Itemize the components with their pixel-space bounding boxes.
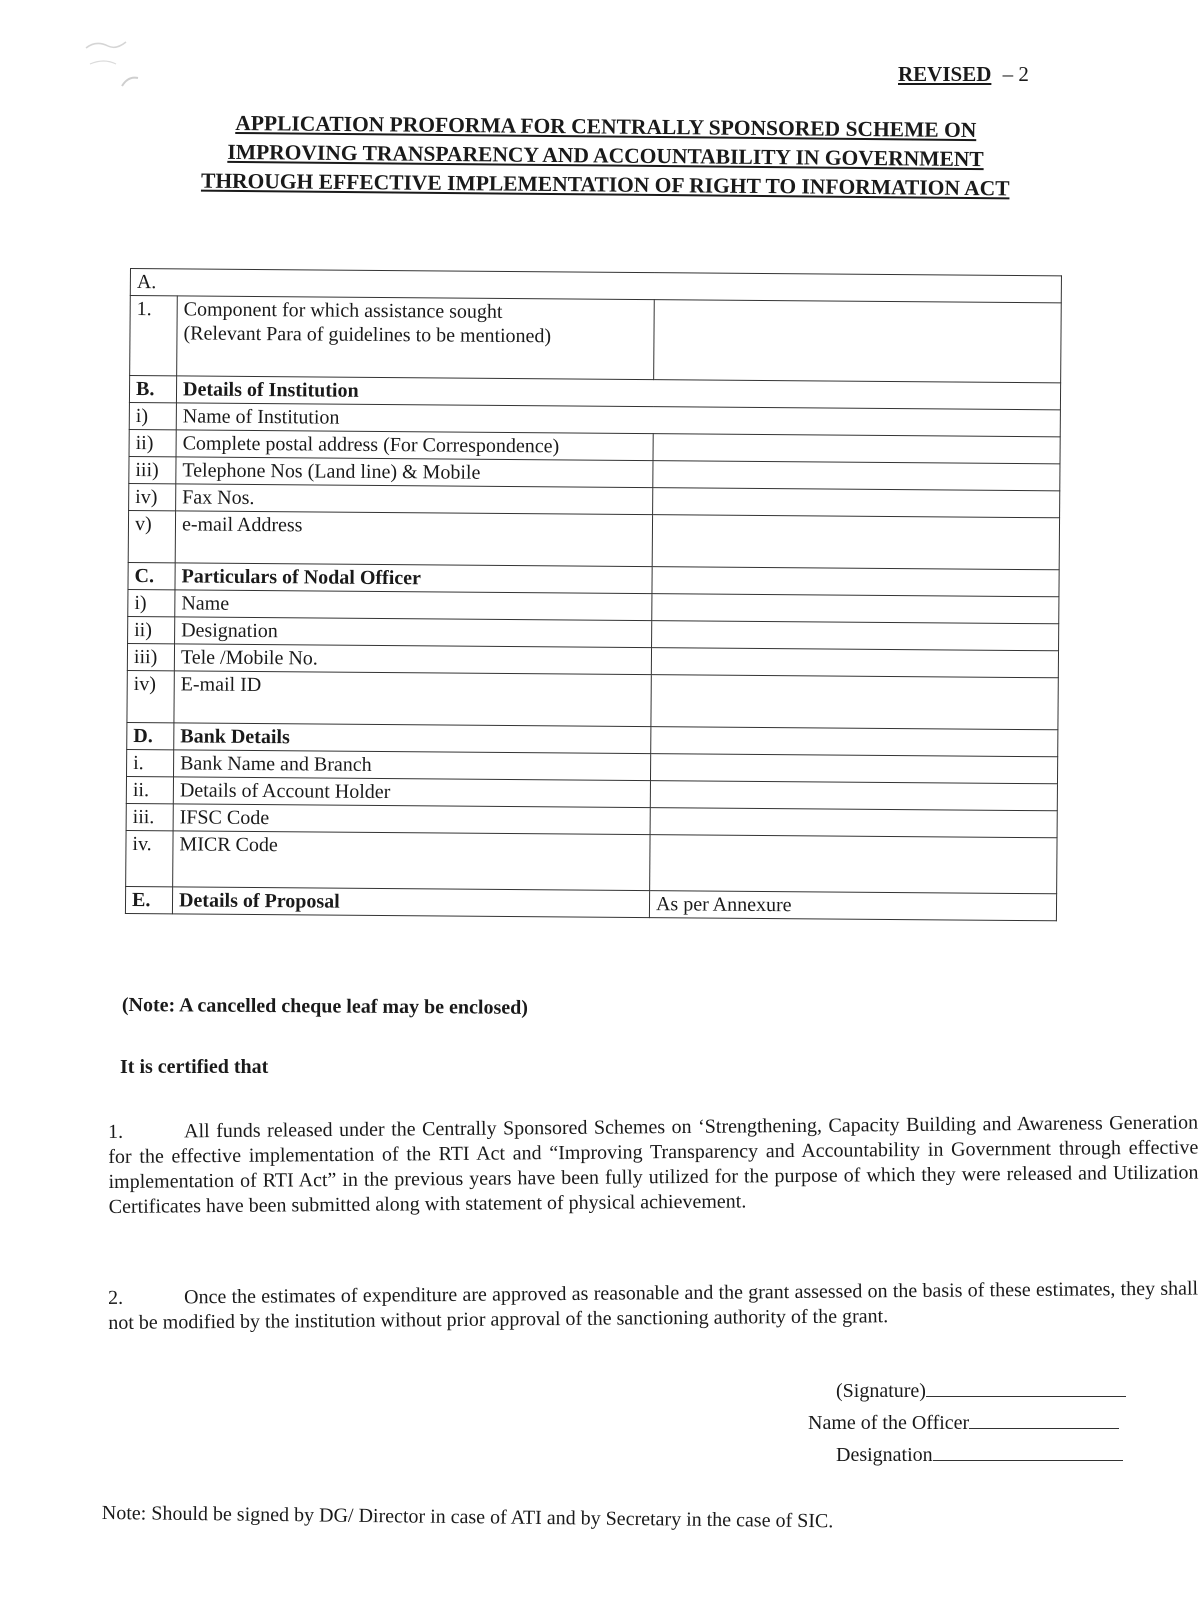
form-row	[126, 830, 1057, 893]
component-value-field[interactable]	[654, 300, 1062, 383]
row-number: iii.	[126, 803, 173, 830]
row-number: iii)	[129, 456, 176, 483]
form-row	[128, 510, 1059, 569]
section-e-label: E.	[125, 886, 172, 913]
section-c-value	[652, 567, 1059, 597]
signature-label: (Signature)	[836, 1380, 926, 1402]
row-label: IFSC Code	[173, 804, 650, 835]
component-sublabel: (Relevant Para of guidelines to be mentioned)	[183, 322, 552, 348]
section-c-title: Particulars of Nodal Officer	[175, 563, 652, 594]
section-a-label: A.	[130, 269, 1061, 303]
row-number: ii)	[129, 429, 176, 456]
revision-marker	[898, 62, 1029, 87]
account-holder-field[interactable]	[650, 781, 1057, 811]
row-label: E-mail ID	[174, 671, 651, 727]
designation-label: Designation	[836, 1444, 933, 1466]
officer-phone-field[interactable]	[651, 648, 1058, 678]
signature-row	[836, 1378, 1126, 1403]
micr-field[interactable]	[650, 835, 1057, 894]
postal-address-field[interactable]	[653, 434, 1060, 464]
row-number: i.	[127, 749, 174, 776]
certification-heading: It is certified that	[120, 1056, 269, 1078]
row-number: iii)	[127, 643, 174, 670]
form-table	[125, 268, 1062, 921]
row-label: Details of Account Holder	[173, 777, 650, 808]
cheque-note: (Note: A cancelled cheque leaf may be enclosed)	[121, 994, 529, 1019]
row-number: i)	[129, 402, 176, 429]
document-title	[135, 108, 1076, 204]
row-label: Telephone Nos (Land line) & Mobile	[176, 457, 653, 488]
application-form	[125, 268, 1062, 921]
officer-name-row	[808, 1410, 1119, 1435]
title-line: IMPROVING TRANSPARENCY AND ACCOUNTABILITY IN GOVERNMENT	[227, 139, 984, 172]
item-number: 1.	[108, 1120, 124, 1143]
proposal-value: As per Annexure	[649, 891, 1056, 921]
row-label: e-mail Address	[175, 511, 652, 567]
row-label: Name of Institution	[176, 403, 1060, 437]
row-number: iv.	[126, 830, 173, 886]
title-line: APPLICATION PROFORMA FOR CENTRALLY SPONSORED SCHEME ON	[235, 110, 977, 143]
row-number: ii)	[128, 616, 175, 643]
row-number: i)	[128, 589, 175, 616]
bank-name-field[interactable]	[650, 754, 1057, 784]
row-label: Tele /Mobile No.	[174, 644, 651, 675]
item-text: Once the estimates of expenditure are approved as reasonable and the grant assessed on the basis of these estimates, they shall not be modified by the institution without prior approval of the sanctioning authority of the grant.	[108, 1277, 1199, 1334]
revised-label: REVISED	[898, 62, 992, 86]
row-label	[177, 296, 655, 380]
row-label: Name	[175, 590, 652, 621]
officer-name-label: Name of the Officer	[808, 1412, 970, 1434]
email-field[interactable]	[652, 515, 1059, 570]
row-number: iv)	[127, 670, 174, 722]
footer-note: Note: Should be signed by DG/ Director in case of ATI and by Secretary in the case of SIC.	[101, 1502, 834, 1533]
section-e-title: Details of Proposal	[172, 887, 649, 918]
row-label: Bank Name and Branch	[174, 750, 651, 781]
form-row	[130, 296, 1062, 383]
section-d-value	[651, 727, 1058, 757]
scan-smudge	[78, 28, 168, 98]
row-number: 1.	[130, 296, 178, 376]
section-d-title: Bank Details	[174, 723, 651, 754]
officer-name-field[interactable]	[652, 594, 1059, 624]
revised-number: – 2	[1002, 62, 1029, 86]
certification-item	[108, 1110, 1199, 1220]
officer-name-line[interactable]	[969, 1410, 1119, 1429]
row-number: v)	[128, 510, 175, 562]
component-label: Component for which assistance sought	[183, 298, 503, 323]
item-number: 2.	[108, 1286, 124, 1309]
section-d-label: D.	[127, 722, 174, 749]
certification-item	[108, 1276, 1198, 1336]
form-row	[127, 670, 1058, 729]
row-number: iv)	[129, 483, 176, 510]
officer-email-field[interactable]	[651, 675, 1058, 730]
fax-field[interactable]	[653, 488, 1060, 518]
section-b-label: B.	[129, 376, 176, 403]
telephone-field[interactable]	[653, 461, 1060, 491]
signature-line[interactable]	[926, 1378, 1126, 1397]
designation-line[interactable]	[933, 1442, 1123, 1461]
row-number: ii.	[126, 776, 173, 803]
ifsc-field[interactable]	[650, 808, 1057, 838]
row-label: Complete postal address (For Correspondence)	[176, 430, 653, 461]
section-c-label: C.	[128, 562, 175, 589]
row-label: MICR Code	[173, 831, 650, 891]
row-label: Fax Nos.	[176, 484, 653, 515]
section-b-title: Details of Institution	[176, 376, 1060, 410]
item-text: All funds released under the Centrally Sponsored Schemes on ‘Strengthening, Capacity Building and Awareness Generation for the effective implementation of the RTI Act and “Improving Transparency and Accountability in Government through effective implementation of RTI Act” in the previous years have been fully utilized for the purpose of which they were released and Utilization Certificates have been submitted along with statement of physical achievement.	[108, 1111, 1199, 1218]
officer-designation-field[interactable]	[652, 621, 1059, 651]
title-line: THROUGH EFFECTIVE IMPLEMENTATION OF RIGHT TO INFORMATION ACT	[200, 168, 1010, 201]
row-label: Designation	[175, 617, 652, 648]
designation-row	[836, 1442, 1123, 1467]
